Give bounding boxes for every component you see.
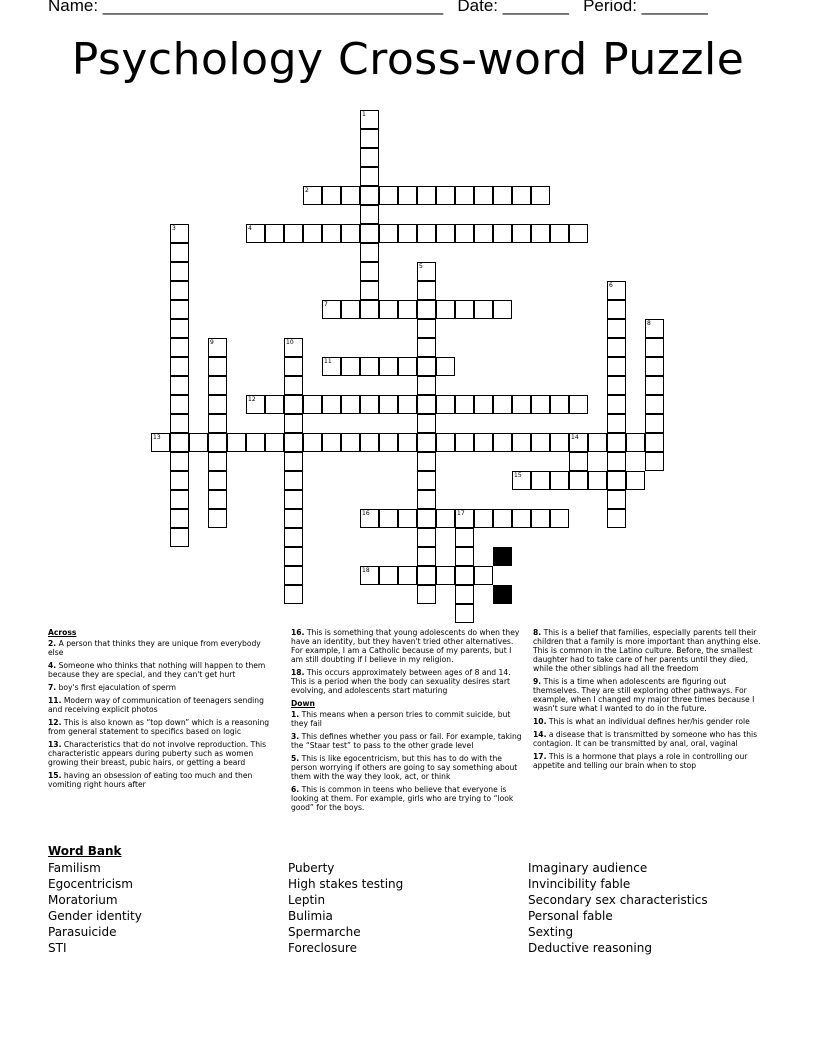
grid-cell[interactable]	[512, 509, 531, 528]
grid-cell[interactable]	[493, 224, 512, 243]
grid-cell[interactable]	[455, 585, 474, 604]
grid-cell[interactable]	[284, 376, 303, 395]
grid-cell[interactable]	[607, 414, 626, 433]
word-bank-item: Secondary sex characteristics	[528, 893, 708, 907]
grid-cell[interactable]	[645, 357, 664, 376]
grid-cell[interactable]	[398, 509, 417, 528]
grid-cell[interactable]	[607, 471, 626, 490]
grid-cell[interactable]	[531, 395, 550, 414]
grid-cell[interactable]	[379, 509, 398, 528]
grid-cell[interactable]	[436, 186, 455, 205]
grid-cell[interactable]	[493, 433, 512, 452]
grid-cell[interactable]	[607, 452, 626, 471]
grid-cell[interactable]	[360, 243, 379, 262]
grid-cell[interactable]	[379, 300, 398, 319]
clue-item	[48, 639, 276, 657]
grid-cell[interactable]	[493, 509, 512, 528]
clue-item	[291, 754, 525, 781]
clue-text: This occurs approximately between ages of 8 and 14. This is a period when the body can sexuality desires start evolving, and adolescents start maturing	[291, 668, 511, 695]
grid-cell[interactable]	[474, 300, 493, 319]
page-title: Psychology Cross-word Puzzle	[71, 34, 745, 85]
clue-text: This is what an individual defines her/his gender role	[546, 717, 750, 726]
grid-cell[interactable]	[417, 338, 436, 357]
clue-text: This is a time when adolescents are figuring out themselves. They are still exploring other pathways. For example, when I changed my major three times because I wasn't sure what I wanted to do in the future.	[533, 677, 755, 713]
grid-cell[interactable]	[189, 433, 208, 452]
clue-number-label: 13	[153, 434, 161, 441]
clue-number: 10.	[533, 717, 547, 726]
grid-cell[interactable]	[531, 186, 550, 205]
grid-cell[interactable]	[170, 281, 189, 300]
grid-cell[interactable]	[417, 471, 436, 490]
grid-cell[interactable]	[360, 205, 379, 224]
grid-cell[interactable]	[417, 528, 436, 547]
grid-cell[interactable]	[284, 414, 303, 433]
grid-cell[interactable]	[417, 281, 436, 300]
word-bank-item: Sexting	[528, 925, 574, 939]
clue-item	[291, 668, 525, 695]
word-bank-item: Personal fable	[528, 909, 613, 923]
grid-cell[interactable]	[455, 566, 474, 585]
clue-number-label: 6	[609, 282, 613, 289]
grid-cell[interactable]	[455, 300, 474, 319]
grid-cell[interactable]	[588, 433, 607, 452]
grid-cell[interactable]	[455, 186, 474, 205]
grid-cell[interactable]	[322, 433, 341, 452]
clue-number: 3.	[291, 732, 300, 741]
grid-cell[interactable]	[208, 357, 227, 376]
clue-text: having an obsession of eating too much and then vomiting right hours after	[48, 771, 253, 789]
grid-cell[interactable]	[208, 452, 227, 471]
grid-cell[interactable]	[455, 224, 474, 243]
grid-cell[interactable]	[170, 433, 189, 452]
grid-cell[interactable]	[531, 471, 550, 490]
grid-cell[interactable]	[284, 509, 303, 528]
grid-cell[interactable]	[436, 300, 455, 319]
grid-cell[interactable]	[170, 471, 189, 490]
grid-cell[interactable]	[645, 338, 664, 357]
clues-column-2	[291, 628, 525, 816]
grid-cell[interactable]	[360, 148, 379, 167]
word-bank-item: Moratorium	[48, 893, 118, 907]
grid-cell[interactable]	[550, 395, 569, 414]
down-clue-list	[291, 710, 525, 812]
clue-number-label: 8	[647, 320, 651, 327]
grid-cell[interactable]	[607, 357, 626, 376]
clue-number-label: 1	[362, 111, 366, 118]
grid-cell[interactable]	[607, 338, 626, 357]
blocked-cell	[493, 547, 512, 566]
grid-cell[interactable]	[284, 395, 303, 414]
clue-number-label: 17	[457, 510, 465, 517]
grid-cell[interactable]	[284, 566, 303, 585]
across-clue-list	[48, 639, 276, 789]
grid-cell[interactable]	[417, 490, 436, 509]
clue-text: Characteristics that do not involve reproduction. This characteristic appears during puberty such as women growing their breast, pubic hairs, or getting a beard	[48, 740, 267, 767]
grid-cell[interactable]	[170, 452, 189, 471]
clue-number: 8.	[533, 628, 542, 637]
grid-cell[interactable]	[417, 395, 436, 414]
clue-number-label: 2	[305, 187, 309, 194]
grid-cell[interactable]	[398, 300, 417, 319]
grid-cell[interactable]	[170, 262, 189, 281]
clue-number: 18.	[291, 668, 305, 677]
grid-cell[interactable]	[360, 281, 379, 300]
grid-cell[interactable]	[455, 547, 474, 566]
blocked-cell	[493, 585, 512, 604]
grid-cell[interactable]	[645, 452, 664, 471]
clue-text: This means when a person tries to commit suicide, but they fail	[291, 710, 511, 728]
grid-cell[interactable]	[512, 186, 531, 205]
grid-cell[interactable]	[208, 395, 227, 414]
grid-cell[interactable]	[607, 509, 626, 528]
grid-cell[interactable]	[455, 604, 474, 623]
clue-number: 13.	[48, 740, 62, 749]
grid-cell[interactable]	[474, 186, 493, 205]
grid-cell[interactable]	[588, 471, 607, 490]
grid-cell[interactable]	[341, 357, 360, 376]
grid-cell[interactable]	[170, 395, 189, 414]
grid-cell[interactable]	[607, 490, 626, 509]
grid-cell[interactable]	[417, 509, 436, 528]
clue-number: 5.	[291, 754, 300, 763]
grid-cell[interactable]	[417, 376, 436, 395]
clue-number: 4.	[48, 661, 57, 670]
grid-cell[interactable]	[455, 395, 474, 414]
clue-item	[533, 628, 767, 673]
grid-cell[interactable]	[512, 433, 531, 452]
clue-number-label: 14	[571, 434, 579, 441]
clue-number: 1.	[291, 710, 300, 719]
clue-number: 9.	[533, 677, 542, 686]
grid-cell[interactable]	[550, 433, 569, 452]
grid-cell[interactable]	[341, 395, 360, 414]
grid-cell[interactable]	[436, 509, 455, 528]
clue-number: 17.	[533, 752, 547, 761]
clue-number-label: 18	[362, 567, 370, 574]
grid-cell[interactable]	[303, 433, 322, 452]
clue-text: This is a hormone that plays a role in controlling our appetite and telling our brain when to stop	[533, 752, 748, 770]
grid-cell[interactable]	[645, 414, 664, 433]
grid-cell[interactable]	[607, 376, 626, 395]
grid-cell[interactable]	[360, 357, 379, 376]
word-bank-item: Bulimia	[288, 909, 333, 923]
grid-cell[interactable]	[398, 357, 417, 376]
grid-cell[interactable]	[360, 433, 379, 452]
word-bank-item: Invincibility fable	[528, 877, 631, 891]
down-heading: Down	[291, 699, 315, 708]
grid-cell[interactable]	[284, 433, 303, 452]
grid-cell[interactable]	[398, 433, 417, 452]
clue-number-label: 3	[172, 225, 176, 232]
grid-cell[interactable]	[531, 509, 550, 528]
grid-cell[interactable]	[417, 186, 436, 205]
date-blank[interactable]: _______	[502, 0, 569, 15]
grid-cell[interactable]	[455, 528, 474, 547]
word-bank-item: Spermarche	[288, 925, 361, 939]
grid-cell[interactable]	[398, 395, 417, 414]
grid-cell[interactable]	[360, 395, 379, 414]
clue-text: This defines whether you pass or fail. For example, taking the “Staar test” to pass to the other grade level	[291, 732, 522, 750]
grid-cell[interactable]	[455, 433, 474, 452]
grid-cell[interactable]	[284, 471, 303, 490]
clue-item	[533, 752, 767, 770]
grid-cell[interactable]	[379, 224, 398, 243]
grid-cell[interactable]	[550, 471, 569, 490]
grid-cell[interactable]	[607, 433, 626, 452]
clue-number-label: 10	[286, 339, 294, 346]
grid-cell[interactable]	[208, 433, 227, 452]
clue-text: A person that thinks they are unique from everybody else	[48, 639, 261, 657]
word-bank-column-1	[48, 860, 142, 956]
grid-cell[interactable]	[531, 224, 550, 243]
word-bank-item: Foreclosure	[288, 941, 358, 955]
word-bank-item: STI	[48, 941, 67, 955]
grid-cell[interactable]	[436, 224, 455, 243]
word-bank-item: High stakes testing	[288, 877, 404, 891]
clue-number: 2.	[48, 639, 57, 648]
grid-cell[interactable]	[284, 452, 303, 471]
grid-cell[interactable]	[170, 357, 189, 376]
grid-cell[interactable]	[417, 433, 436, 452]
grid-cell[interactable]	[417, 224, 436, 243]
clue-number-label: 9	[210, 339, 214, 346]
grid-cell[interactable]	[607, 395, 626, 414]
grid-cell[interactable]	[170, 376, 189, 395]
period-blank[interactable]: _______	[641, 0, 708, 15]
grid-cell[interactable]	[360, 167, 379, 186]
grid-cell[interactable]	[550, 224, 569, 243]
clue-number-label: 7	[324, 301, 328, 308]
clue-number: 16.	[291, 628, 305, 637]
word-bank-item: Deductive reasoning	[528, 941, 652, 955]
grid-cell[interactable]	[341, 186, 360, 205]
grid-cell[interactable]	[436, 566, 455, 585]
grid-cell[interactable]	[322, 224, 341, 243]
grid-cell[interactable]	[569, 452, 588, 471]
grid-cell[interactable]	[474, 509, 493, 528]
word-bank	[48, 844, 768, 955]
grid-cell[interactable]	[569, 471, 588, 490]
grid-cell[interactable]	[645, 433, 664, 452]
word-bank-column-3	[528, 860, 708, 956]
grid-cell[interactable]	[170, 338, 189, 357]
clue-item	[48, 771, 276, 789]
clue-text: This is like egocentricism, but this has to do with the person worrying if others are going to say something about them with the way they look, act, or think	[291, 754, 518, 781]
clue-number-label: 12	[248, 396, 256, 403]
clue-number-label: 5	[419, 263, 423, 270]
clue-text: This is common in teens who believe that everyone is looking at them. For example, girls who are trying to “look good” for the boys.	[291, 785, 514, 812]
grid-cell[interactable]	[341, 433, 360, 452]
grid-cell[interactable]	[208, 509, 227, 528]
word-bank-item: Familism	[48, 861, 101, 875]
grid-cell[interactable]	[360, 224, 379, 243]
grid-cell[interactable]	[626, 471, 645, 490]
grid-cell[interactable]	[265, 224, 284, 243]
grid-cell[interactable]	[512, 395, 531, 414]
clue-item	[533, 677, 767, 713]
grid-cell[interactable]	[360, 262, 379, 281]
clue-number: 12.	[48, 718, 62, 727]
clue-number: 14.	[533, 730, 547, 739]
grid-cell[interactable]	[493, 300, 512, 319]
grid-cell[interactable]	[436, 395, 455, 414]
grid-cell[interactable]	[493, 395, 512, 414]
grid-cell[interactable]	[360, 300, 379, 319]
grid-cell[interactable]	[645, 376, 664, 395]
grid-cell[interactable]	[208, 376, 227, 395]
grid-cell[interactable]	[607, 319, 626, 338]
grid-cell[interactable]	[170, 300, 189, 319]
grid-cell[interactable]	[170, 414, 189, 433]
grid-cell[interactable]	[512, 224, 531, 243]
grid-cell[interactable]	[341, 224, 360, 243]
clue-item	[533, 730, 767, 748]
grid-cell[interactable]	[360, 186, 379, 205]
clue-text: This is a belief that families, especially parents tell their children that a family is more important than anything else. This is common in the Latino culture. Before, the smallest daughter had to take care of her parents until they died, while the other siblings had all the freedom	[533, 628, 761, 673]
name-blank[interactable]: ____________________________________	[102, 0, 444, 15]
grid-cell[interactable]	[284, 547, 303, 566]
grid-cell[interactable]	[284, 224, 303, 243]
grid-cell[interactable]	[626, 433, 645, 452]
grid-cell[interactable]	[170, 509, 189, 528]
clue-item	[48, 683, 276, 692]
clue-text: Modern way of communication of teenagers sending and receiving explicit photos	[48, 696, 264, 714]
grid-cell[interactable]	[360, 129, 379, 148]
grid-cell[interactable]	[417, 547, 436, 566]
grid-cell[interactable]	[265, 395, 284, 414]
clue-item	[291, 628, 525, 664]
word-bank-title: Word Bank	[48, 844, 122, 858]
grid-cell[interactable]	[170, 528, 189, 547]
word-bank-item: Gender identity	[48, 909, 142, 923]
clue-item	[48, 718, 276, 736]
grid-cell[interactable]	[417, 585, 436, 604]
grid-cell[interactable]	[474, 395, 493, 414]
grid-cell[interactable]	[474, 566, 493, 585]
across-clue-list-cont	[291, 628, 525, 695]
grid-cell[interactable]	[379, 395, 398, 414]
grid-cell[interactable]	[417, 357, 436, 376]
grid-cell[interactable]	[417, 414, 436, 433]
grid-cell[interactable]	[417, 319, 436, 338]
grid-cell[interactable]	[322, 186, 341, 205]
grid-cell[interactable]	[341, 300, 360, 319]
grid-cell[interactable]	[170, 319, 189, 338]
word-bank-column-2	[288, 860, 403, 956]
grid-cell[interactable]	[493, 186, 512, 205]
grid-cell[interactable]	[645, 395, 664, 414]
header-line	[48, 0, 708, 16]
grid-cell[interactable]	[607, 300, 626, 319]
grid-cell[interactable]	[379, 357, 398, 376]
clue-text: boy's first ejaculation of sperm	[56, 683, 176, 692]
clue-number-label: 4	[248, 225, 252, 232]
grid-cell[interactable]	[208, 471, 227, 490]
grid-cell[interactable]	[170, 243, 189, 262]
grid-cell[interactable]	[379, 566, 398, 585]
clue-item	[291, 785, 525, 812]
grid-cell[interactable]	[417, 452, 436, 471]
word-bank-item: Puberty	[288, 861, 335, 875]
grid-cell[interactable]	[284, 528, 303, 547]
word-bank-item: Egocentricism	[48, 877, 133, 891]
clue-item	[291, 710, 525, 728]
name-label: Name:	[48, 0, 99, 15]
down-clue-list-cont	[533, 628, 767, 770]
clue-number: 7.	[48, 683, 57, 692]
clue-number-label: 15	[514, 472, 522, 479]
grid-cell[interactable]	[474, 433, 493, 452]
grid-cell[interactable]	[284, 490, 303, 509]
clues-column-3	[533, 628, 767, 774]
clue-item	[48, 740, 276, 767]
clue-number-label: 11	[324, 358, 332, 365]
grid-cell[interactable]	[284, 357, 303, 376]
grid-cell[interactable]	[398, 224, 417, 243]
grid-cell[interactable]	[569, 395, 588, 414]
grid-cell[interactable]	[170, 490, 189, 509]
grid-cell[interactable]	[379, 433, 398, 452]
grid-cell[interactable]	[436, 433, 455, 452]
clue-item	[48, 661, 276, 679]
clue-text: This is something that young adolescents do when they have an identity, but they haven't tried other alternatives. For example, I am a Catholic because of my parents, but I am still doubting if I believe in my religion.	[291, 628, 520, 664]
clues-column-1	[48, 628, 276, 793]
grid-cell[interactable]	[417, 300, 436, 319]
clue-number: 15.	[48, 771, 62, 780]
grid-cell[interactable]	[569, 224, 588, 243]
clue-text: Someone who thinks that nothing will happen to them because they are special, and they can't get hurt	[48, 661, 266, 679]
grid-cell[interactable]	[550, 509, 569, 528]
clue-item	[48, 696, 276, 714]
grid-cell[interactable]	[246, 433, 265, 452]
grid-cell[interactable]	[227, 433, 246, 452]
word-bank-item: Parasuicide	[48, 925, 117, 939]
grid-cell[interactable]	[379, 186, 398, 205]
grid-cell[interactable]	[322, 395, 341, 414]
grid-cell[interactable]	[284, 585, 303, 604]
grid-cell[interactable]	[265, 433, 284, 452]
grid-cell[interactable]	[208, 414, 227, 433]
clue-number: 6.	[291, 785, 300, 794]
word-bank-item: Imaginary audience	[528, 861, 648, 875]
word-bank-item: Leptin	[288, 893, 326, 907]
across-heading: Across	[48, 628, 77, 637]
grid-cell[interactable]	[436, 357, 455, 376]
grid-cell[interactable]	[303, 395, 322, 414]
clue-number-label: 16	[362, 510, 370, 517]
clue-item	[533, 717, 767, 726]
grid-cell[interactable]	[474, 224, 493, 243]
grid-cell[interactable]	[398, 566, 417, 585]
clue-item	[291, 732, 525, 750]
grid-cell[interactable]	[417, 566, 436, 585]
grid-cell[interactable]	[398, 186, 417, 205]
clue-text: a disease that is transmitted by someone who has this contagion. It can be transmitted by anal, oral, vaginal	[533, 730, 758, 748]
grid-cell[interactable]	[303, 224, 322, 243]
clue-text: This is also known as “top down” which is a reasoning from general statement to specifics based on logic	[48, 718, 270, 736]
date-label: Date:	[457, 0, 498, 15]
grid-cell[interactable]	[531, 433, 550, 452]
clue-number: 11.	[48, 696, 62, 705]
grid-cell[interactable]	[208, 490, 227, 509]
period-label: Period:	[583, 0, 637, 15]
